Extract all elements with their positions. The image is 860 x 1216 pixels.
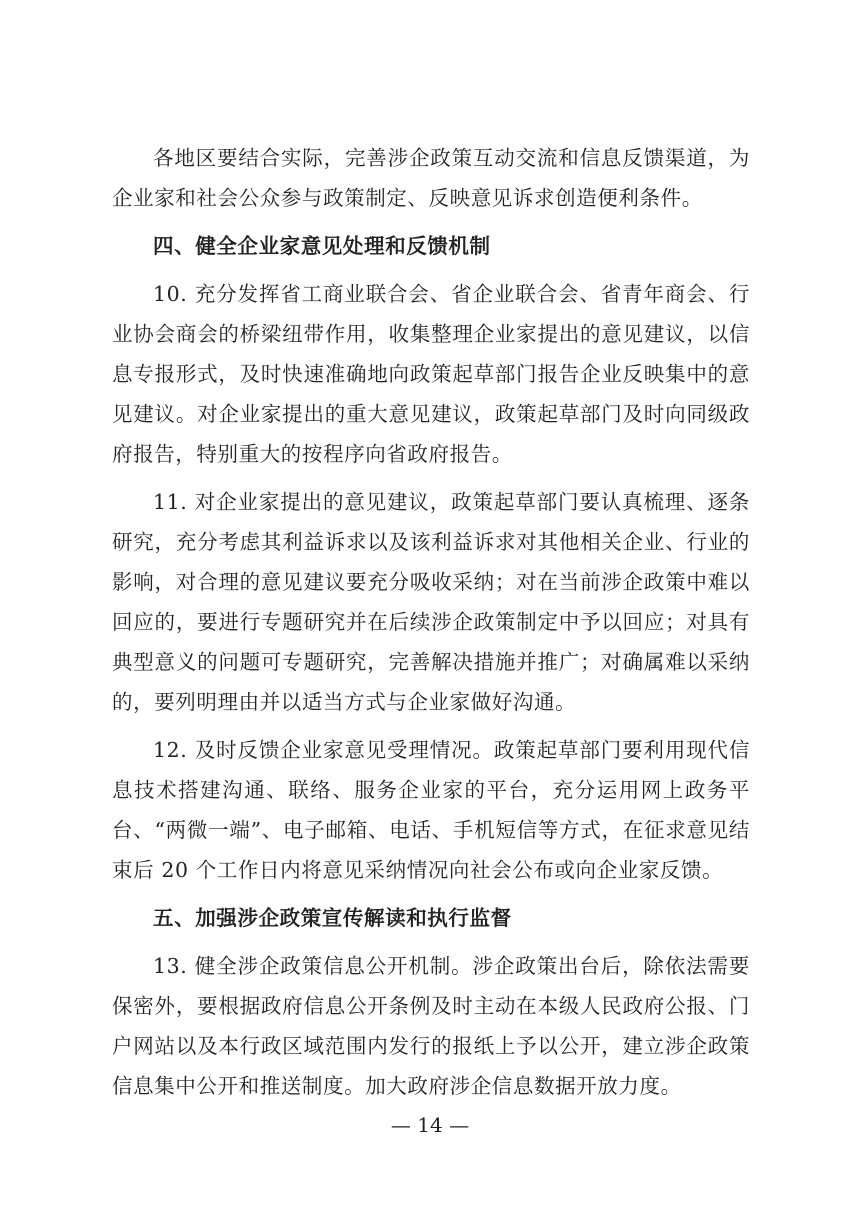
paragraph-item-13: 13. 健全涉企政策信息公开机制。涉企政策出台后，除依法需要保密外，要根据政府信息公开条例及时主动在本级人民政府公报、门户网站以及本行政区域范围内发行的报纸上予以公开，建立涉企政策信息集中公开和推送制度。加大政府涉企信息数据开放力度。 <box>112 954 750 1098</box>
document-body <box>112 138 750 1106</box>
paragraph-item-10: 10. 充分发挥省工商业联合会、省企业联合会、省青年商会、行业协会商会的桥梁纽带作用，收集整理企业家提出的意见建议，以信息专报形式，及时快速准确地向政策起草部门报告企业反映集中的意见建议。对企业家提出的重大意见建议，政策起草部门及时向同级政府报告，特别重大的按程序向省政府报告。 <box>112 282 750 466</box>
paragraph-item-12: 12. 及时反馈企业家意见受理情况。政策起草部门要利用现代信息技术搭建沟通、联络、服务企业家的平台，充分运用网上政务平台、“两微一端”、电子邮箱、电话、手机短信等方式，在征求意见结束后 20 个工作日内将意见采纳情况向社会公布或向企业家反馈。 <box>112 738 750 882</box>
section-heading-4: 四、健全企业家意见处理和反馈机制 <box>153 234 491 258</box>
paragraph-item-11: 11. 对企业家提出的意见建议，政策起草部门要认真梳理、逐条研究，充分考虑其利益诉求以及该利益诉求对其他相关企业、行业的影响，对合理的意见建议要充分吸收采纳；对在当前涉企政策中难以回应的，要进行专题研究并在后续涉企政策制定中予以回应；对具有典型意义的问题可专题研究，完善解决措施并推广；对确属难以采纳的，要列明理由并以适当方式与企业家做好沟通。 <box>112 490 750 714</box>
paragraph-intro: 各地区要结合实际，完善涉企政策互动交流和信息反馈渠道，为企业家和社会公众参与政策制定、反映意见诉求创造便利条件。 <box>112 146 750 210</box>
page-number: — 14 — <box>390 1113 470 1137</box>
section-heading-5: 五、加强涉企政策宣传解读和执行监督 <box>153 906 512 930</box>
